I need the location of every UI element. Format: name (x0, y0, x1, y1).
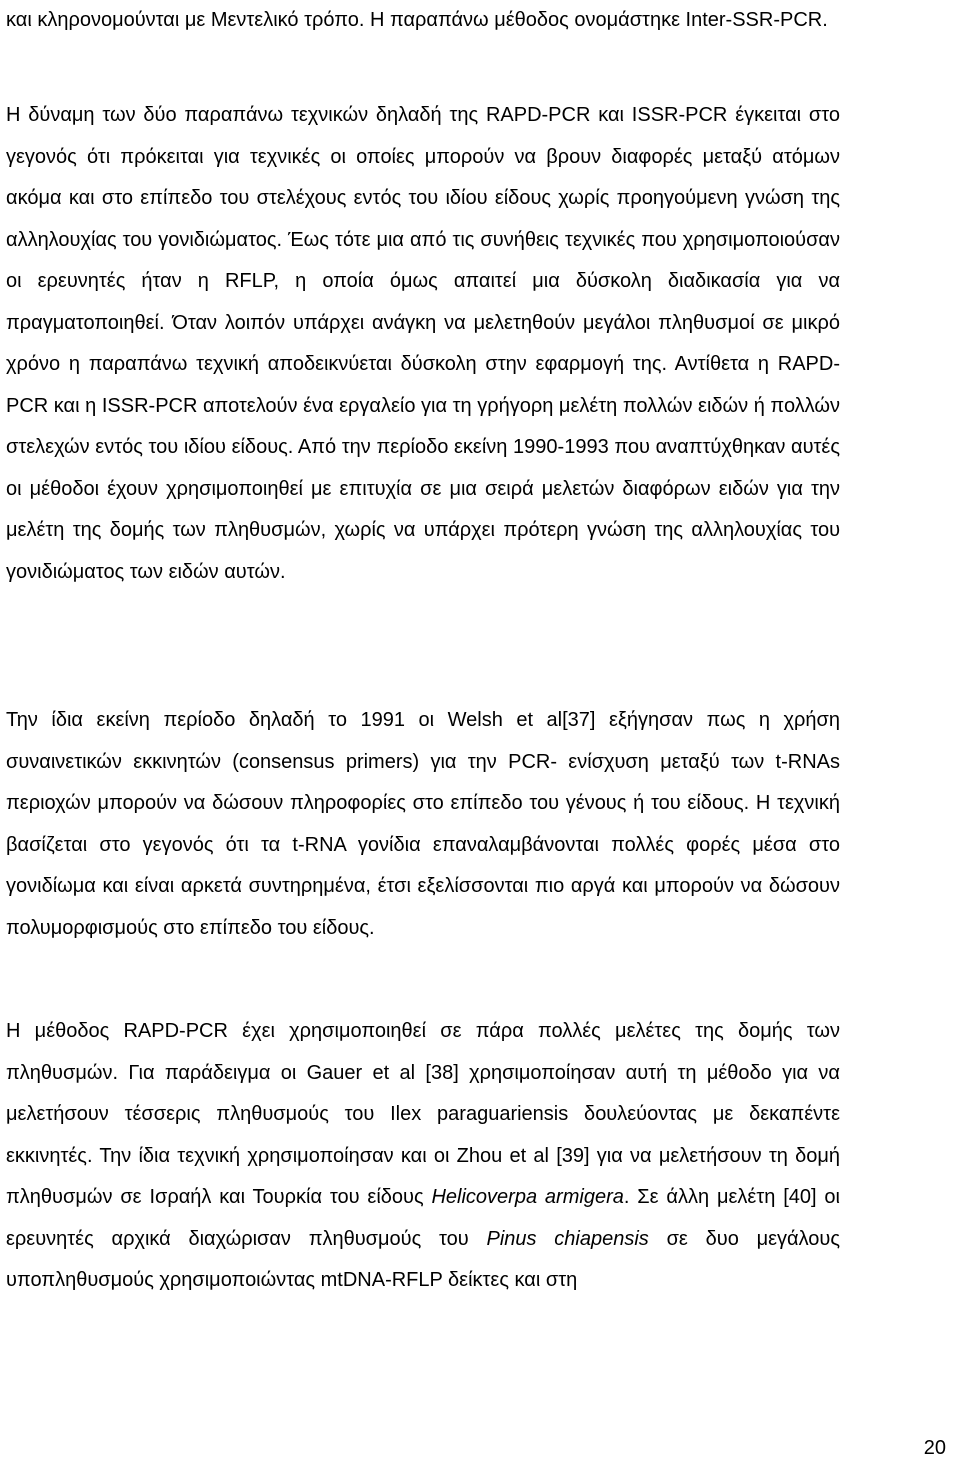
paragraph-rapd-studies (6, 1011, 840, 1302)
paragraph-text (6, 0, 840, 42)
paragraph-continuation (6, 0, 840, 42)
species-name-italic: Helicoverpa armigera (431, 1186, 624, 1208)
text-segment: Η δύναμη των δύο παραπάνω τεχνικών δηλαδή της RAPD-PCR και ISSR-PCR έγκειται στο γεγονός ότι πρόκειται για τεχνικές οι οποίες μπορούν να βρουν διαφορές μεταξύ ατόμων ακόμα και στο επίπεδο του στελέχους εντός του ιδίου είδους χωρίς προηγούμενη γνώση της αλληλουχίας του γονιδιώματος. Έως τότε μια από τις συνήθεις τεχνικές που χρησιμοποιούσαν οι ερευνητές ήταν η RFLP, η οποία όμως απαιτεί μια δύσκολη διαδικασία για να πραγματοποιηθεί. Όταν λοιπόν υπάρχει ανάγκη να μελετηθούν μεγάλοι πληθυσμοί σε μικρό χρόνο η παραπάνω τεχνική αποδεικνύεται δύσκολη στην εφαρμογή της. Αντίθετα η RAPD-PCR και η ISSR-PCR αποτελούν ένα εργαλείο για τη γρήγορη μελέτη πολλών ειδών ή πολλών στελεχών εντός του ιδίου είδους. Από την περίοδο εκείνη 1990-1993 που αναπτύχθηκαν αυτές οι μέθοδοι έχουν χρησιμοποιηθεί με επιτυχία σε μια σειρά μελετών διαφόρων ειδών για την μελέτη της δομής των πληθυσμών, χωρίς να υπάρχει πρότερη γνώση της αλληλουχίας του γονιδιώματος των ειδών αυτών. (6, 104, 840, 583)
text-segment: Την ίδια εκείνη περίοδο δηλαδή το 1991 οι Welsh et al[37] εξήγησαν πως η χρήση συναινετικών εκκινητών (consensus primers) για την PCR- ενίσχυση μεταξύ των t-RNAs περιοχών μπορούν να δώσουν πληροφορίες στο επίπεδο του γένους ή του είδους. Η τεχνική βασίζεται στο γεγονός ότι τα t-RNA γονίδια επαναλαμβάνονται πολλές φορές μέσα στο γονιδίωμα και είναι αρκετά συντηρημένα, έτσι εξελίσσονται πιο αργά και μπορούν να δώσουν πολυμορφισμούς στο επίπεδο του είδους. (6, 709, 840, 939)
text-segment: σε δυο μεγάλους υποπληθυσμούς χρησιμοποιώντας mtDNA-RFLP δείκτες και στη (6, 1227, 841, 1291)
paragraph-text (6, 95, 840, 593)
text-segment: και κληρονομούνται με Μεντελικό τρόπο. Η παραπάνω μέθοδος ονομάστηκε Inter-SSR-PCR. (6, 9, 828, 31)
paragraph-rapd-issr (6, 95, 840, 593)
paragraph-text (6, 700, 840, 949)
species-name-italic: Pinus chiapensis (486, 1227, 649, 1250)
paragraph-text (6, 1011, 840, 1302)
page-number: 20 (923, 1437, 946, 1459)
paragraph-trna (6, 700, 840, 949)
text-segment: Η μέθοδος RAPD-PCR έχει χρησιμοποιηθεί σε πάρα πολλές μελέτες της δομής των πληθυσμών. Για παράδειγμα οι Gauer et al [38] χρησιμοποίησαν αυτή τη μέθοδο για να μελετήσουν τέσσερις πληθυσμούς του Ilex paraguariensis δουλεύοντας με δεκαπέντε εκκινητές. Την ίδια τεχνική χρησιμοποίησαν και οι Zhou et al [39] για να μελετήσουν τη δομή πληθυσμών σε Ισραήλ και Τουρκία του είδους (6, 1020, 840, 1208)
text-segment: . Σε άλλη μελέτη [40] οι ερευνητές αρχικά διαχώρισαν πληθυσμούς του (6, 1186, 841, 1250)
